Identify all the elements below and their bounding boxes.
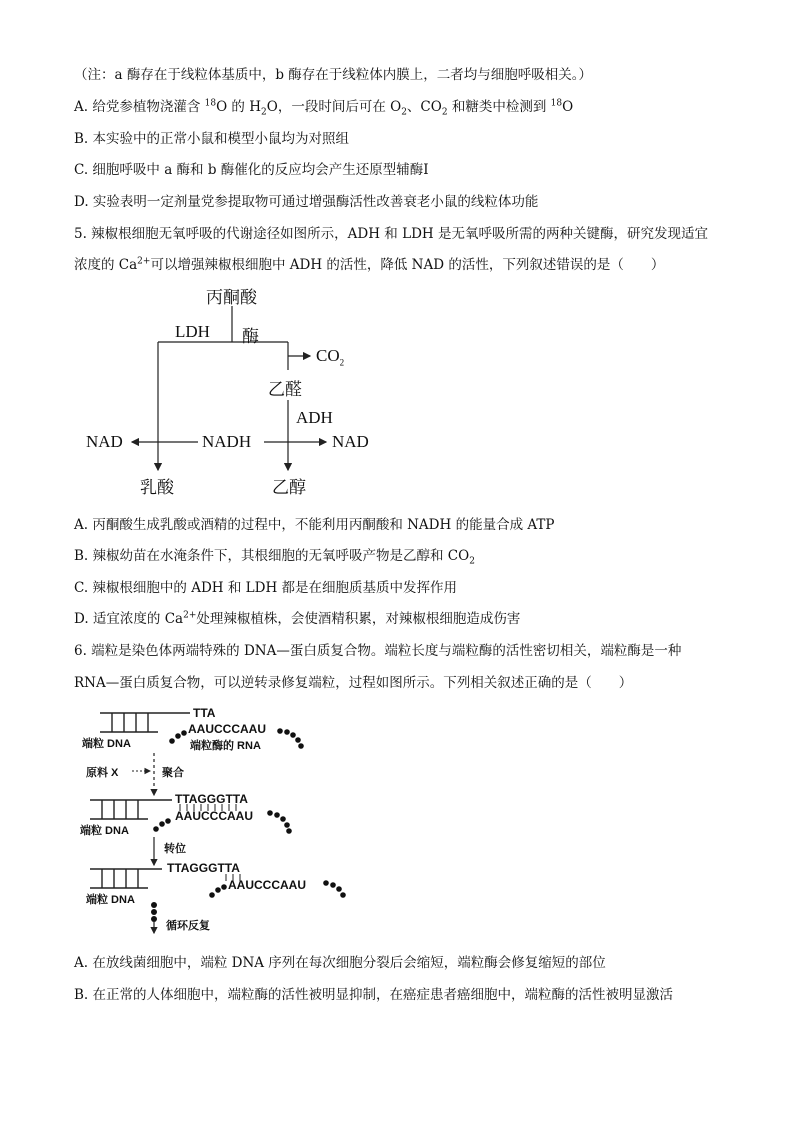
q6-option-a: A. 在放线菌细胞中，端粒 DNA 序列在每次细胞分裂后会缩短，端粒酶会修复缩短的部位 (74, 955, 606, 971)
q5-diagram-lines (80, 280, 400, 495)
q4-option-c: C. 细胞呼吸中 a 酶和 b 酶催化的反应均会产生还原型辅酶Ⅰ (74, 162, 429, 178)
q5-stem-line1: 5. 辣椒根细胞无氧呼吸的代谢途径如图所示，ADH 和 LDH 是无氧呼吸所需的两种关键酶，研究发现适宜 (74, 226, 708, 242)
s3-rna-seq: AAUCCCAAU (228, 878, 306, 892)
material-x-label: 原料 X (86, 767, 119, 779)
s2-rna-seq: AAUCCCAAU (175, 809, 253, 823)
s1-rna-seq: AAUCCCAAU (188, 722, 266, 736)
translocate-label: 转位 (164, 843, 186, 855)
nadh-label: NADH (202, 432, 252, 451)
s1-top-seq: TTA (193, 706, 216, 720)
s3-dna-label: 端粒 DNA (86, 894, 135, 906)
q4-option-a: A. 给党参植物浇灌含 $^{18}$O 的 $H_2O$，一段时间后可在 $O_2$、$CO_2$ 和糖类中检测到 $^{18}$O (74, 98, 574, 118)
polymerize-label: 聚合 (162, 767, 184, 779)
q4-option-d: D. 实验表明一定剂量党参提取物可通过增强酶活性改善衰老小鼠的线粒体功能 (74, 194, 539, 210)
q5-option-a: A. 丙酮酸生成乳酸或酒精的过程中，不能利用丙酮酸和 NADH 的能量合成 ATP (74, 517, 555, 533)
adh-label: ADH (296, 408, 333, 427)
lactic-acid-label: 乳酸 (140, 478, 174, 497)
pyruvate-label: 丙酮酸 (206, 288, 257, 307)
s1-dna-label: 端粒 DNA (82, 738, 131, 750)
co2-label: $CO_2$ (316, 346, 345, 368)
nad-left-label: NAD (86, 432, 123, 451)
q6-option-b: B. 在正常的人体细胞中，端粒酶的活性被明显抑制，在癌症患者癌细胞中，端粒酶的活性被明显激活 (74, 987, 674, 1003)
nad-right-label: NAD (332, 432, 369, 451)
acetaldehyde-label: 乙醛 (268, 380, 302, 399)
q5-option-d: D. 适宜浓度的 $Ca^{2+}$处理辣椒植株，会使酒精积累，对辣椒根细胞造成伤害 (74, 610, 521, 627)
enzyme-label: 酶 (242, 327, 259, 346)
s2-dna-label: 端粒 DNA (80, 825, 129, 837)
cycle-label: 循环反复 (166, 920, 210, 932)
note-text: （注：a 酶存在于线粒体基质中，b 酶存在于线粒体内膜上，二者均与细胞呼吸相关。） (74, 67, 593, 83)
q6-stem-line1: 6. 端粒是染色体两端特殊的 DNA—蛋白质复合物。端粒长度与端粒酶的活性密切相关，端粒酶是一种 (74, 643, 682, 659)
q5-stem-line2: 浓度的 $Ca^{2+}$可以增强辣椒根细胞中 ADH 的活性，降低 NAD 的活性，下列叙述错误的是（ ） (74, 256, 665, 273)
q6-stem-line2: RNA—蛋白质复合物，可以逆转录修复端粒，过程如图所示。下列相关叙述正确的是（ ） (74, 675, 633, 691)
q5-option-c: C. 辣椒根细胞中的 ADH 和 LDH 都是在细胞质基质中发挥作用 (74, 580, 458, 596)
q4-option-b: B. 本实验中的正常小鼠和模型小鼠均为对照组 (74, 131, 350, 147)
ethanol-label: 乙醇 (272, 478, 306, 497)
s2-top-seq: TTAGGGTTA (175, 792, 248, 806)
q6-telomere-diagram (80, 705, 380, 940)
ldh-label: LDH (175, 322, 210, 341)
q5-option-b: B. 辣椒幼苗在水淹条件下，其根细胞的无氧呼吸产物是乙醇和 $CO_2$ (74, 548, 475, 567)
q5-respiration-diagram (80, 280, 400, 495)
s3-top-seq: TTAGGGTTA (167, 861, 240, 875)
s1-rna-label: 端粒酶的 RNA (190, 740, 261, 752)
